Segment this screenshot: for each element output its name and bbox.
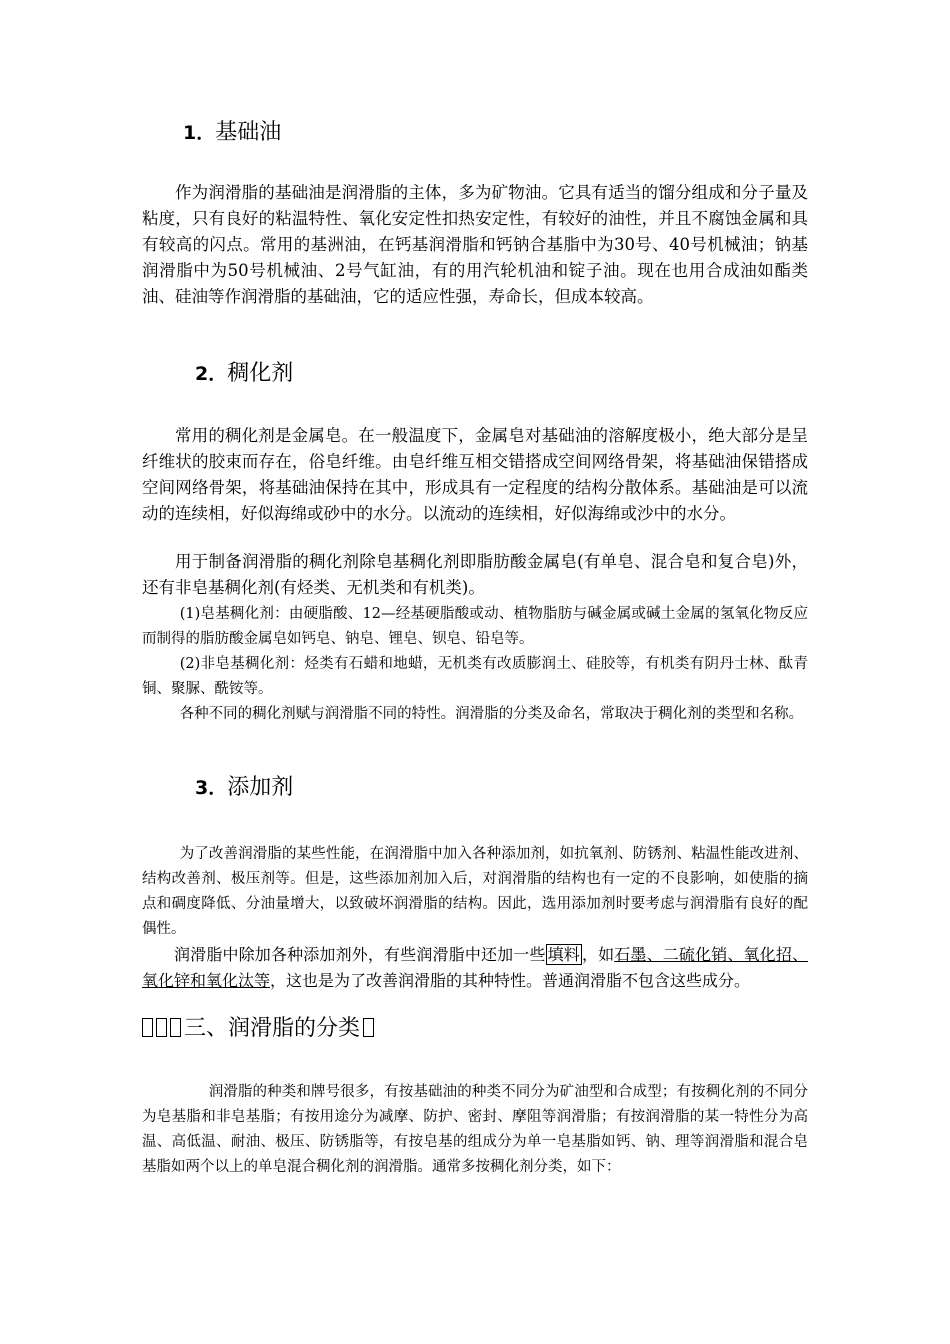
paragraph-thickener-2: 用于制备润滑脂的稠化剂除皂基稠化剂即脂肪酸金属皂(有单皂、混合皂和复合皂)外，还有非皂基稠化剂(有烃类、无机类和有机类)。 [142,552,808,597]
paragraph-base-oil: 作为润滑脂的基础油是润滑脂的主体，多为矿物油。它具有适当的馏分组成和分子量及粘度，只有良好的粘温特性、氧化安定性扣热安定性，有较好的油性，并且不腐蚀金属和具有较高的闪点。常用的基洲油，在钙基润滑脂和钙钠合基脂中为30号、40号机械油；钠基润滑脂中为50号机械油、2号气缸油，有的用汽轮机油和锭子油。现在也用合成油如酯类油、硅油等作润滑脂的基础油，它的适应性强，寿命长，但成本较高。 [142,183,808,306]
missing-glyph-icon [170,1018,181,1037]
paragraph-text: 润滑脂中除加各种添加剂外，有些润滑脂中还加一些 [174,945,546,964]
section-heading-base-oil [183,118,281,148]
paragraph-text: ，这也是为了改善润滑脂的其种特性。普通润滑脂不包含这些成分。 [270,971,751,990]
boxed-term: 填料 [547,945,580,964]
section-heading-additive [195,773,293,803]
section-title: 基础油 [215,120,282,145]
paragraph-additive-2 [142,942,808,994]
list-item-soap-thickener: (1)皂基稠化剂：由硬脂酸、12—经基硬脂酸或动、植物脂肪与碱金属或碱土金属的氢氧化物反应而制得的脂肪酸金属皂如钙皂、钠皂、锂皂、钡皂、铅皂等。 [142,606,808,647]
chapter-title: 三、润滑脂的分类 [184,1016,361,1041]
section-title: 添加剂 [227,775,294,800]
section-number: 1． [183,122,216,144]
list-item-non-soap-thickener: (2)非皂基稠化剂：烃类有石蜡和地蜡，无机类有改质膨润土、硅胶等，有机类有阴丹士林、酞青铜、聚脲、酰铵等。 [142,656,808,697]
missing-glyph-icon [142,1018,153,1037]
underlined-terms: 石墨、二硫化销、氧化招、氧化锌和氧化汰等 [142,945,808,990]
paragraph-additive-1: 为了改善润滑脂的某些性能，在润滑脂中加入各种添加剂，如抗氧剂、防锈剂、粘温性能改进剂、结构改善剂、极压剂等。但是，这些添加剂加入后，对润滑脂的结构也有一定的不良影响，如使脂的摘点和碉度降低、分油量增大，以致破坏润滑脂的结构。因此，选用添加剂时要考虑与润滑脂有良好的配偶性。 [142,846,808,937]
missing-glyph-icon [156,1018,167,1037]
paragraph-text: ，如 [581,945,615,964]
section-title: 稠化剂 [227,361,294,386]
section-heading-thickener [195,359,293,389]
missing-glyph-icon [363,1018,374,1037]
paragraph-thickener-1: 常用的稠化剂是金属皂。在一般温度下，金属皂对基础油的溶解度极小，绝大部分是呈纤维状的胶束而存在，俗皂纤维。由皂纤维互相交错搭成空间网络骨架，将基础油保错搭成空间网络骨架，将基础油保持在其中，形成具有一定程度的结构分散体系。基础油是可以流动的连续相，好似海绵或砂中的水分。以流动的连续相，好似海绵或沙中的水分。 [142,426,808,523]
paragraph-thickener-3: 各种不同的稠化剂赋与润滑脂不同的特性。润滑脂的分类及命名，常取决于稠化剂的类型和名称。 [179,706,804,722]
section-number: 3． [195,777,228,799]
chapter-heading-classification [142,1014,377,1044]
section-number: 2． [195,363,228,385]
paragraph-classification: 润滑脂的种类和牌号很多，有按基础油的种类不同分为矿油型和合成型；有按稠化剂的不同分为皂基脂和非皂基脂；有按用途分为减摩、防护、密封、摩阻等润滑脂；有按润滑脂的某一特性分为高温、高低温、耐油、极压、防锈脂等，有按皂基的组成分为单一皂基脂如钙、钠、理等润滑脂和混合皂基脂如两个以上的单皂混合稠化剂的润滑脂。通常多按稠化剂分类，如下： [142,1084,808,1175]
